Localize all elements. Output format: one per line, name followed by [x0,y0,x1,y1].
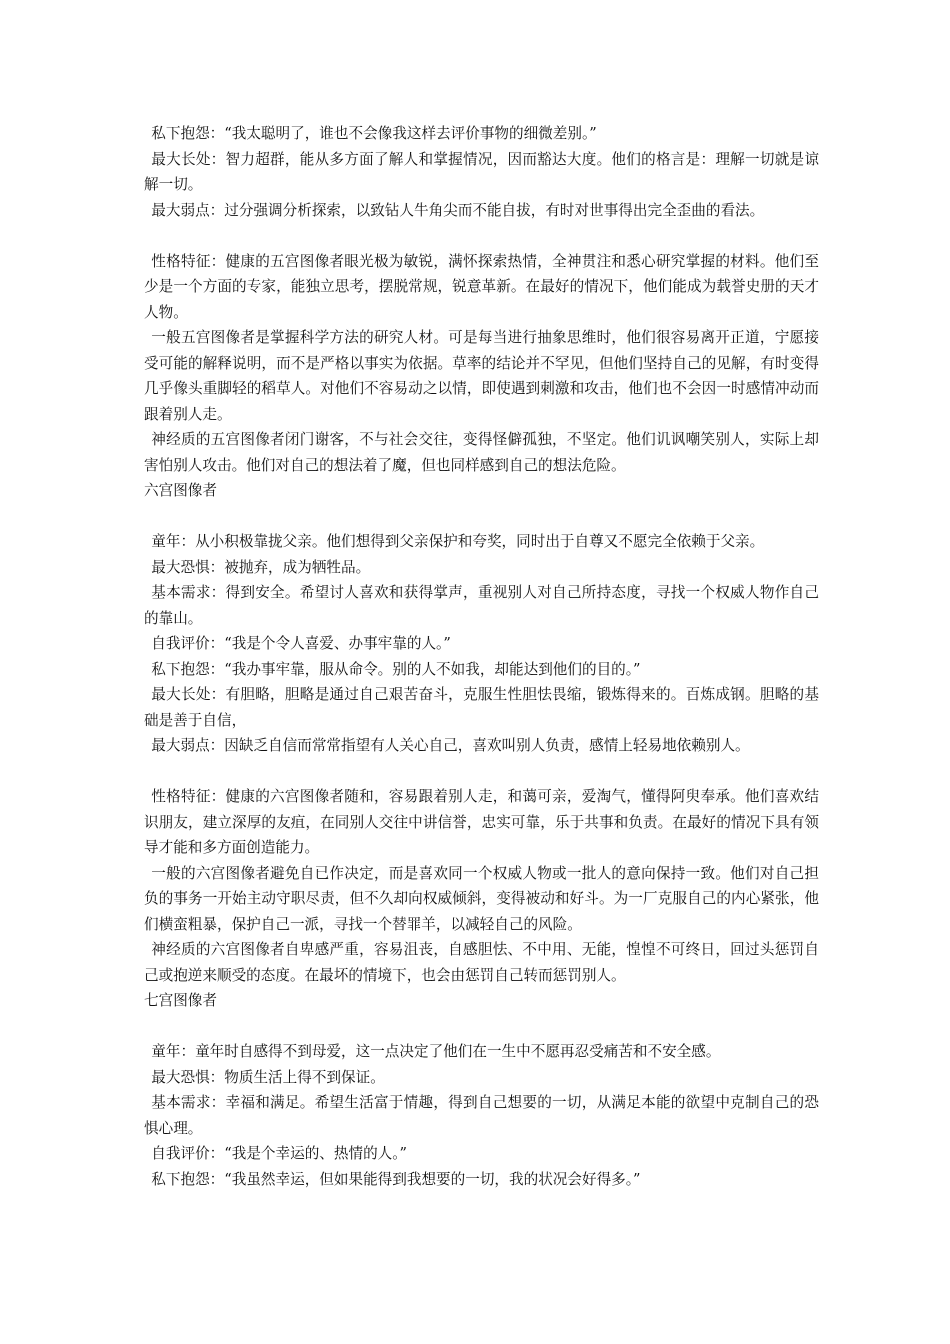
six-fear: 最大恐惧：被抛弃，成为牺牲品。 [151,558,371,576]
seven-complaint: 私下抱怨：“我虽然幸运，但如果能得到我想要的一切，我的状况会好得多。” [151,1170,641,1188]
seven-type-heading: 七宫图像者 [144,992,217,1009]
document-body [144,121,819,1192]
seven-fear: 最大恐惧：物质生活上得不到保证。 [151,1068,385,1086]
seven-childhood: 童年：童年时自感得不到母爱，这一点决定了他们在一生中不愿再忍受痛苦和不安全感。 [151,1043,721,1060]
five-traits-average: 一般五宫图像者是掌握科学方法的研究人材。可是每当进行抽象思维时，他们很容易离开正道，宁愿接受可能的解释说明，而不是严格以事实为依据。草率的结论并不罕见，但他们坚持自己的见解，有时变得几乎像头重脚轻的稻草人。对他们不容易动之以情，即使遇到刺激和攻击，他们也不会因一时感情冲动而跟着别人走。 [144,329,819,423]
paragraph-gap [144,504,819,530]
five-traits-healthy: 性格特征：健康的五宫图像者眼光极为敏锐，满怀探索热情，全神贯注和悉心研究掌握的材料。他们至少是一个方面的专家，能独立思考，摆脱常规，锐意革新。在最好的情况下，他们能成为载誉史册的天才人物。 [144,252,819,321]
six-weakness: 最大弱点：因缺乏自信而常常指望有人关心自己，喜欢叫别人负责，感情上轻易地依赖别人。 [151,737,750,754]
six-strength: 最大长处：有胆略，胆略是通过自己艰苦奋斗，克服生性胆怯畏缩，锻炼得来的。百炼成钢。胆略的基础是善于自信， [144,686,819,729]
paragraph-gap [144,1014,819,1040]
six-complaint: 私下抱怨：“我办事牢靠，服从命令。别的人不如我，却能达到他们的目的。” [151,660,641,678]
five-weakness: 最大弱点：过分强调分析探索，以致钻人牛角尖而不能自拔，有时对世事得出完全歪曲的看法。 [151,201,765,219]
six-traits-neurotic: 神经质的六宫图像者自卑感严重，容易沮丧，自感胆怯、不中用、无能，惶惶不可终日，回过头惩罚自己或抱逆来顺受的态度。在最坏的情境下，也会由惩罚自己转而惩罚别人。 [144,941,819,984]
six-childhood: 童年：从小积极靠拢父亲。他们想得到父亲保护和夸奖，同时出于自尊又不愿完全依赖于父亲。 [151,533,765,550]
six-self-eval: 自我评价：“我是个令人喜爱、办事牢靠的人。” [151,635,451,652]
seven-need: 基本需求：幸福和满足。希望生活富于情趣，得到自己想要的一切，从满足本能的欲望中克制自己的恐惧心理。 [144,1094,819,1137]
five-strength: 最大长处：智力超群，能从多方面了解人和掌握情况，因而豁达大度。他们的格言是：理解一切就是谅解一切。 [144,150,819,193]
paragraph-gap [144,759,819,785]
six-type-heading: 六宫图像者 [144,482,217,499]
five-traits-neurotic: 神经质的五宫图像者闭门谢客，不与社会交往，变得怪僻孤独，不坚定。他们讥讽嘲笑别人，实际上却害怕别人攻击。他们对自己的想法着了魔，但也同样感到自己的想法危险。 [144,431,819,474]
five-complaint: 私下抱怨：“我太聪明了，谁也不会像我这样去评价事物的细微差别。” [151,125,597,142]
seven-self-eval: 自我评价：“我是个幸运的、热情的人。” [151,1145,408,1162]
six-traits-healthy: 性格特征：健康的六宫图像者随和，容易跟着别人走，和蔼可亲，爱淘气，懂得阿臾奉承。他们喜欢结识朋友，建立深厚的友疽，在同别人交往中讲信誉，忠实可靠，乐于共事和负责。在最好的情况下具有领导才能和多方面创造能力。 [144,788,819,856]
six-traits-average: 一般的六宫图像者避免自已作决定，而是喜欢同一个权威人物或一批人的意向保持一致。他们对自己担负的事务一开始主动守职尽责，但不久却向权威倾斜，变得被动和好斗。为一厂克服自己的内心紧张，他们横蛮粗暴，保护自己一派，寻找一个替罪羊，以减轻自己的风险。 [144,864,819,933]
paragraph-gap [144,223,819,249]
six-need: 基本需求：得到安全。希望讨人喜欢和获得掌声，重视别人对自己所持态度，寻找一个权威人物作自己的靠山。 [144,584,819,627]
